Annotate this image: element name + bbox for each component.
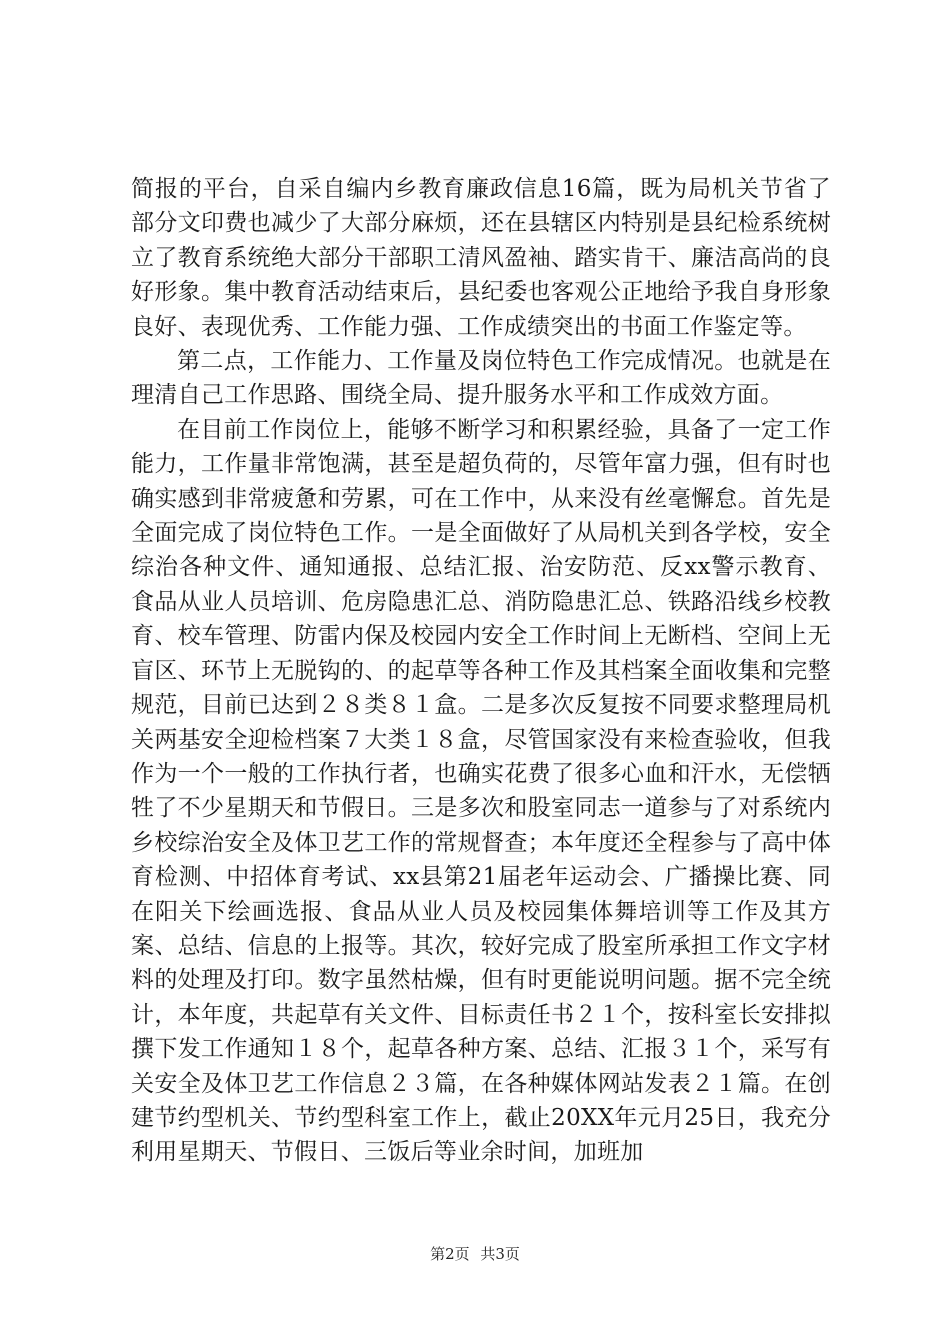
document-body <box>131 172 831 1170</box>
page-footer <box>0 1244 950 1264</box>
page-number: 第2页 <box>430 1245 470 1263</box>
paragraph-1: 简报的平台，自采自编内乡教育廉政信息16篇，既为局机关节省了部分文印费也减少了大部分麻烦，还在县辖区内特别是县纪检系统树立了教育系统绝大部分干部职工清风盈袖、踏实肯干、廉洁高尚的良好形象。集中教育活动结束后，县纪委也客观公正地给予我自身形象良好、表现优秀、工作能力强、工作成绩突出的书面工作鉴定等。 <box>131 176 831 340</box>
paragraph-2: 第二点，工作能力、工作量及岗位特色工作完成情况。也就是在理清自己工作思路、围绕全局、提升服务水平和工作成效方面。 <box>131 348 831 409</box>
page-total: 共3页 <box>480 1245 520 1263</box>
paragraph-3: 在目前工作岗位上，能够不断学习和积累经验，具备了一定工作能力，工作量非常饱满，甚至是超负荷的，尽管年富力强，但有时也确实感到非常疲惫和劳累，可在工作中，从来没有丝毫懈怠。首先是全面完成了岗位特色工作。一是全面做好了从局机关到各学校，安全综治各种文件、通知通报、总结汇报、治安防范、反xx警示教育、食品从业人员培训、危房隐患汇总、消防隐患汇总、铁路沿线乡校教育、校车管理、防雷内保及校园内安全工作时间上无断档、空间上无盲区、环节上无脱钩的、的起草等各种工作及其档案全面收集和完整规范，目前已达到２８类８１盒。二是多次反复按不同要求整理局机关两基安全迎检档案７大类１８盒，尽管国家没有来检查验收，但我作为一个一般的工作执行者，也确实花费了很多心血和汗水，无偿牺牲了不少星期天和节假日。三是多次和股室同志一道参与了对系统内乡校综治安全及体卫艺工作的常规督查；本年度还全程参与了高中体育检测、中招体育考试、xx县第21届老年运动会、广播操比赛、同在阳关下绘画选报、食品从业人员及校园集体舞培训等工作及其方案、总结、信息的上报等。其次，较好完成了股室所承担工作文字材料的处理及打印。数字虽然枯燥，但有时更能说明问题。据不完全统计，本年度，共起草有关文件、目标责任书２１个，按科室长安排拟撰下发工作通知１８个，起草各种方案、总结、汇报３１个，采写有关安全及体卫艺工作信息２３篇，在各种媒体网站发表２１篇。在创建节约型机关、节约型科室工作上，截止20XX年元月25日，我充分利用星期天、节假日、三饭后等业余时间，加班加 <box>131 416 831 1166</box>
